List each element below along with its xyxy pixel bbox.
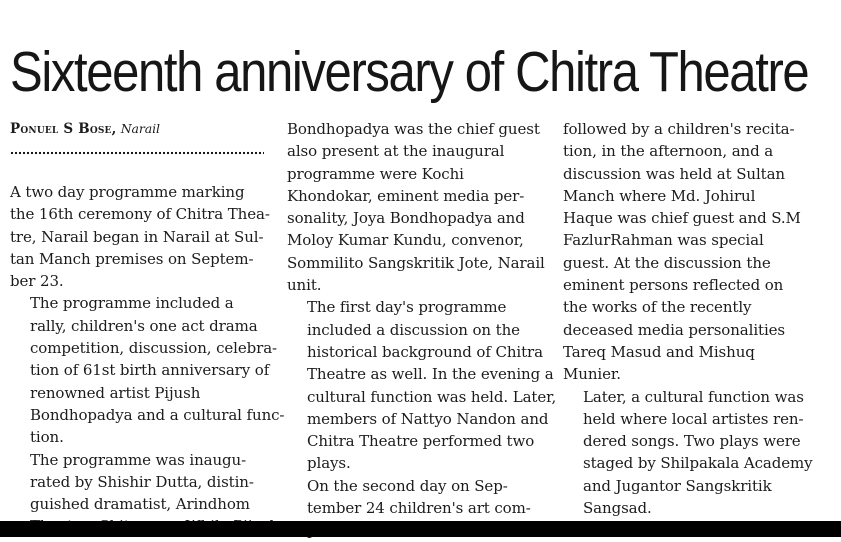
text-line: Munier.	[563, 365, 621, 384]
byline	[10, 118, 278, 140]
text-line: A two day programme marking	[10, 183, 245, 201]
article-column-3	[563, 118, 825, 519]
article-column-2	[287, 118, 557, 542]
text-line: The programme was inaugu-	[30, 450, 247, 469]
text-line: Tareq Masud and Mishuq	[563, 342, 755, 361]
text-line: unit.	[287, 276, 322, 295]
text-line: included a discussion on the	[307, 320, 520, 339]
text-line: tion of 61st birth anniversary of	[30, 361, 270, 380]
article-paragraph	[287, 118, 549, 296]
text-line: and Jugantor Sangskritik	[583, 476, 772, 495]
text-line: The first day's programme	[307, 298, 507, 317]
text-line: tion.	[30, 428, 64, 447]
text-line: Chitra Theatre performed two	[307, 432, 535, 451]
text-line: rally, children's one act drama	[30, 316, 258, 335]
text-line: On the second day on Sep-	[307, 476, 508, 495]
article-paragraph	[563, 118, 825, 386]
text-line: the 16th ceremony of Chitra Thea-	[10, 205, 270, 224]
text-line: rated by Shishir Dutta, distin-	[30, 472, 254, 491]
text-line: members of Nattyo Nandon and	[307, 409, 549, 428]
article-paragraph	[10, 292, 285, 448]
text-line: Sangsad.	[583, 499, 652, 518]
text-line: discussion was held at Sultan	[563, 164, 785, 183]
text-line: sonality, Joya Bondhopadya and	[287, 209, 525, 228]
article-column-1	[10, 118, 285, 538]
dotted-rule	[10, 141, 264, 159]
text-line: cultural function was held. Later,	[307, 387, 557, 406]
text-line: guest. At the discussion the	[563, 253, 771, 272]
text-line: Later, a cultural function was	[583, 387, 804, 406]
text-line: tion, in the afternoon, and a	[563, 142, 774, 161]
text-line: Haque was chief guest and S.M	[563, 209, 801, 228]
byline-author: Ponuel S Bose,	[10, 121, 117, 137]
text-line: Bondhopadya and a cultural func-	[30, 405, 285, 424]
byline-location: Narail	[120, 121, 160, 136]
text-line: deceased media personalities	[563, 320, 786, 339]
text-line: renowned artist Pijush	[30, 383, 201, 402]
text-line: dered songs. Two plays were	[583, 432, 801, 451]
text-line: programme were Kochi	[287, 164, 464, 183]
headline: Sixteenth anniversary of Chitra Theatre	[10, 40, 809, 104]
text-line: FazlurRahman was special	[563, 231, 764, 250]
text-line: tember 24 children's art com-	[307, 499, 531, 518]
text-line: the works of the recently	[563, 298, 752, 317]
text-line: Sommilito Sangskritik Jote, Narail	[287, 253, 545, 272]
article-paragraph	[10, 181, 278, 292]
text-line: held where local artistes ren-	[583, 409, 804, 428]
text-line: historical background of Chitra	[307, 342, 543, 361]
text-line: Manch where Md. Johirul	[563, 186, 756, 205]
text-line: Theatre as well. In the evening a	[307, 365, 554, 384]
text-line: Khondokar, eminent media per-	[287, 186, 525, 205]
text-line: Bondhopadya was the chief guest	[287, 120, 540, 138]
article-paragraph	[563, 386, 825, 520]
text-line: followed by a children's recita-	[563, 120, 795, 138]
text-line: staged by Shilpakala Academy	[583, 454, 813, 473]
text-line: plays.	[307, 454, 351, 473]
text-line: eminent persons reflected on	[563, 276, 784, 295]
bottom-edge-bar	[0, 521, 841, 537]
text-line: tan Manch premises on Septem-	[10, 249, 254, 268]
text-line: tre, Narail began in Narail at Sul-	[10, 227, 264, 246]
text-line: guished dramatist, Arindhom	[30, 495, 250, 514]
text-line: Moloy Kumar Kundu, convenor,	[287, 231, 524, 250]
text-line: competition, discussion, celebra-	[30, 339, 278, 358]
text-line: ber 23.	[10, 272, 64, 291]
text-line: also present at the inaugural	[287, 142, 505, 161]
article-paragraph	[287, 296, 557, 474]
text-line: The programme included a	[30, 294, 234, 313]
